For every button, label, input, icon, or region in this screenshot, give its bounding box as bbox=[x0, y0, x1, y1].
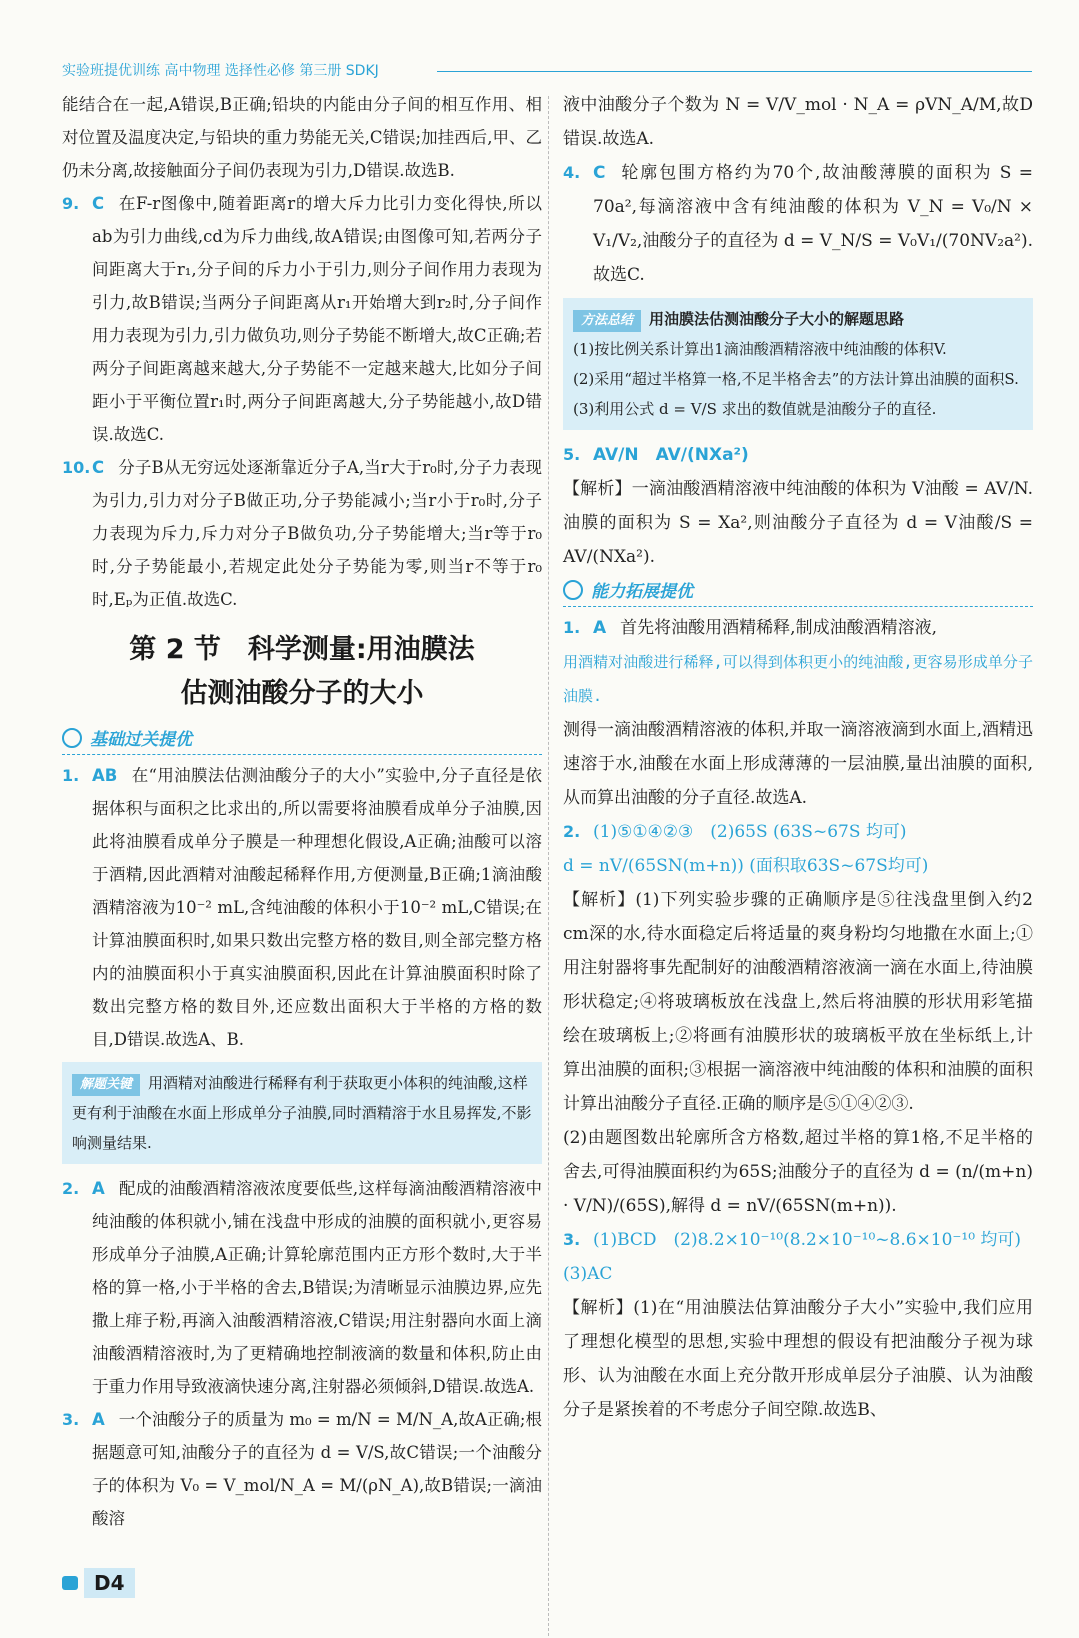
left-column bbox=[62, 88, 542, 1535]
q9 bbox=[62, 187, 542, 451]
q9-answer: C bbox=[92, 194, 105, 213]
column-divider bbox=[548, 96, 549, 1636]
q4 bbox=[563, 156, 1033, 292]
header-text: 实验班提优训练 高中物理 选择性必修 第三册 SDKJ bbox=[62, 63, 379, 79]
e1 bbox=[563, 611, 1033, 645]
q4-answer: C bbox=[593, 163, 606, 183]
method-summary-box bbox=[563, 298, 1033, 430]
q2-answer: A bbox=[92, 1179, 105, 1198]
q5-answer: AV/N AV/(NXa²) bbox=[593, 445, 749, 465]
e1-handwritten-note: 用酒精对油酸进行稀释,可以得到体积更小的纯油酸,更容易形成单分子油膜. bbox=[563, 653, 1033, 705]
q9-text: 在F-r图像中,随着距离r的增大斥力比引力变化得快,所以ab为引力曲线,cd为斥力曲线,故A错误;由图像可知,若两分子间距离大于r₁,分子间的斥力小于引力,则分子间作用力表现为引力,故B错误;当两分子间距离从r₁开始增大到r₂时,分子间作用力表现为引力,引力做负功,则分子势能不断增大,故C正确;若两分子间距离越来越大,分子势能不一定越来越大,比如分子间距小于平衡位置r₁时,两分子间距离越大,分子势能越小,故D错误.故选C. bbox=[92, 194, 542, 444]
q2 bbox=[62, 1172, 542, 1403]
section-title-line1: 第 2 节 科学测量:用油膜法 bbox=[129, 634, 475, 665]
q9-number: 9. bbox=[62, 194, 80, 213]
e2 bbox=[563, 815, 1033, 849]
basic-section-heading bbox=[62, 726, 542, 755]
e2-explanation: 【解析】(1)下列实验步骤的正确顺序是⑤往浅盘里倒入约2 cm深的水,待水面稳定后将适量的爽身粉均匀地撒在水面上;①用注射器将事先配制好的油酸酒精溶液滴一滴在水面上,待油膜形状稳定;④将玻璃板放在浅盘上,然后将油膜的形状用彩笔描绘在玻璃板上;②将画有油膜形状的玻璃板平放在坐标纸上,计算出油膜的面积;③根据一滴溶液中纯油酸的体积和油膜的面积计算出油酸分子直径.正确的顺序是⑤①④②③. bbox=[563, 890, 1033, 1114]
e1-text-1: 首先将油酸用酒精稀释,制成油酸酒精溶液, bbox=[620, 618, 937, 638]
method-step-3: (3)利用公式 d = V/S 求出的数值就是油酸分子的直径. bbox=[573, 400, 937, 418]
method-summary-title: 用油膜法估测油酸分子大小的解题思路 bbox=[649, 310, 905, 328]
e1-text-2: 测得一滴油酸酒精溶液的体积,并取一滴溶液滴到水面上,酒精迅速溶于水,油酸在水面上形成薄薄的一层油膜,量出油膜的面积,从而算出油酸的分子直径.故选A. bbox=[563, 720, 1033, 808]
page-footer bbox=[62, 1568, 142, 1598]
q10-number: 10. bbox=[62, 458, 91, 477]
e3-number: 3. bbox=[563, 1230, 581, 1249]
q1-number: 1. bbox=[62, 766, 80, 785]
graduation-cap-icon bbox=[62, 1576, 78, 1590]
continued-paragraph: 液中油酸分子个数为 N = V/V_mol · N_A = ρVN_A/M,故D错误.故选A. bbox=[563, 95, 1033, 149]
q5-number: 5. bbox=[563, 445, 581, 464]
q10-text: 分子B从无穷远处逐渐靠近分子A,当r大于r₀时,分子力表现为引力,引力对分子B做正功,分子势能减小;当r小于r₀时,分子力表现为斥力,斥力对分子B做负功,分子势能增大;当r等于r₀时,分子势能最小,若规定此处分子势能为零,则当r不等于r₀时,Eₚ为正值.故选C. bbox=[92, 458, 542, 609]
target-icon bbox=[62, 728, 82, 748]
running-header bbox=[62, 60, 1032, 84]
key-point-tag: 解题关键 bbox=[72, 1074, 140, 1096]
key-point-box bbox=[62, 1062, 542, 1164]
atom-icon bbox=[563, 580, 583, 600]
q3-answer: A bbox=[92, 1410, 105, 1429]
q4-number: 4. bbox=[563, 163, 581, 182]
section-title bbox=[62, 628, 542, 716]
method-summary-tag: 方法总结 bbox=[573, 310, 641, 332]
q3-text: 一个油酸分子的质量为 m₀ = m/N = M/N_A,故A正确;根据题意可知,油酸分子的直径为 d = V/S,故C错误;一个油酸分子的体积为 V₀ = V_mol/N_A = M/(ρN_A),故B错误;一滴油酸溶 bbox=[92, 1410, 542, 1528]
key-point-text: 用酒精对油酸进行稀释有利于获取更小体积的纯油酸,这样更有利于油酸在水面上形成单分子油膜,同时酒精溶于水且易挥发,不影响测量结果. bbox=[72, 1074, 532, 1152]
e3-answer: (1)BCD (2)8.2×10⁻¹⁰(8.2×10⁻¹⁰~8.6×10⁻¹⁰ 均可) bbox=[593, 1230, 1022, 1250]
method-step-2: (2)采用“超过半格算一格,不足半格舍去”的方法计算出油膜的面积S. bbox=[573, 370, 1019, 388]
q5 bbox=[563, 438, 1033, 472]
e2-number: 2. bbox=[563, 822, 581, 841]
q5-explanation: 【解析】一滴油酸酒精溶液中纯油酸的体积为 V油酸 = AV/N.油膜的面积为 S = Xa²,则油酸分子直径为 d = V油酸/S = AV/(NXa²). bbox=[563, 479, 1033, 567]
e3-answer-2: (3)AC bbox=[563, 1264, 613, 1284]
q1-answer: AB bbox=[92, 766, 118, 785]
e2-formula: d = nV/(65SN(m+n)) (面积取63S~67S均可) bbox=[563, 856, 929, 876]
e3 bbox=[563, 1223, 1033, 1257]
q1 bbox=[62, 759, 542, 1056]
e2-explanation-2: (2)由题图数出轮廓所含方格数,超过半格的算1格,不足半格的舍去,可得油膜面积约为65S;油酸分子的直径为 d = (n/(m+n) · V/N)/(65S),解得 d = nV/(65SN(m+n)). bbox=[563, 1128, 1033, 1216]
extension-section-heading bbox=[563, 578, 1033, 607]
right-column bbox=[563, 88, 1033, 1427]
q2-text: 配成的油酸酒精溶液浓度要低些,这样每滴油酸酒精溶液中纯油酸的体积就小,铺在浅盘中形成的油膜的面积就小,更容易形成单分子油膜,A正确;计算轮廓范围内正方形个数时,大于半格的算一格,小于半格的舍去,B错误;为清晰显示油膜边界,应先撒上痱子粉,再滴入油酸酒精溶液,C错误;用注射器向水面上滴油酸酒精溶液时,为了更精确地控制液滴的数量和体积,防止由于重力作用导致液滴快速分离,注射器必须倾斜,D错误.故选A. bbox=[92, 1179, 542, 1396]
q10-answer: C bbox=[92, 458, 105, 477]
intro-paragraph: 能结合在一起,A错误,B正确;铅块的内能由分子间的相互作用、相对位置及温度决定,与铅块的重力势能无关,C错误;加挂西后,甲、乙仍未分离,故接触面分子间仍表现为引力,D错误.故选B. bbox=[62, 95, 542, 180]
e1-number: 1. bbox=[563, 618, 581, 637]
e1-answer: A bbox=[593, 618, 607, 638]
q3-number: 3. bbox=[62, 1410, 80, 1429]
method-step-1: (1)按比例关系计算出1滴油酸酒精溶液中纯油酸的体积V. bbox=[573, 340, 947, 358]
q10 bbox=[62, 451, 542, 616]
section-title-line2: 估测油酸分子的大小 bbox=[180, 678, 424, 709]
q3 bbox=[62, 1403, 542, 1535]
q2-number: 2. bbox=[62, 1179, 80, 1198]
page-number: D4 bbox=[84, 1568, 135, 1598]
extension-section-label: 能力拓展提优 bbox=[591, 582, 693, 602]
e3-explanation: 【解析】(1)在“用油膜法估算油酸分子大小”实验中,我们应用了理想化模型的思想,实验中理想的假设有把油酸分子视为球形、认为油酸在水面上充分散开形成单层分子油膜、认为油酸分子是紧挨着的不考虑分子间空隙.故选B、 bbox=[563, 1298, 1033, 1420]
header-rule bbox=[437, 71, 1032, 72]
q4-text: 轮廓包围方格约为70个,故油酸薄膜的面积为 S = 70a²,每滴溶液中含有纯油酸的体积为 V_N = V₀/N × V₁/V₂,油酸分子的直径为 d = V_N/S = V₀V₁/(70NV₂a²).故选C. bbox=[593, 163, 1033, 285]
e2-answer: (1)⑤①④②③ (2)65S (63S~67S 均可) bbox=[593, 822, 907, 842]
q1-text: 在“用油膜法估测油酸分子的大小”实验中,分子直径是依据体积与面积之比求出的,所以需要将油膜看成单分子油膜,因此将油膜看成单分子膜是一种理想化假设,A正确;油酸可以溶于酒精,因此酒精对油酸起稀释作用,方便测量,B正确;1滴油酸酒精溶液为10⁻² mL,含纯油酸的体积小于10⁻² mL,C错误;在计算油膜面积时,如果只数出完整方格的数目,则全部完整方格内的油膜面积小于真实油膜面积,因此在计算油膜面积时除了数出完整方格的数目外,还应数出面积大于半格的方格的数目,D错误.故选A、B. bbox=[92, 766, 542, 1049]
basic-section-label: 基础过关提优 bbox=[90, 730, 192, 750]
